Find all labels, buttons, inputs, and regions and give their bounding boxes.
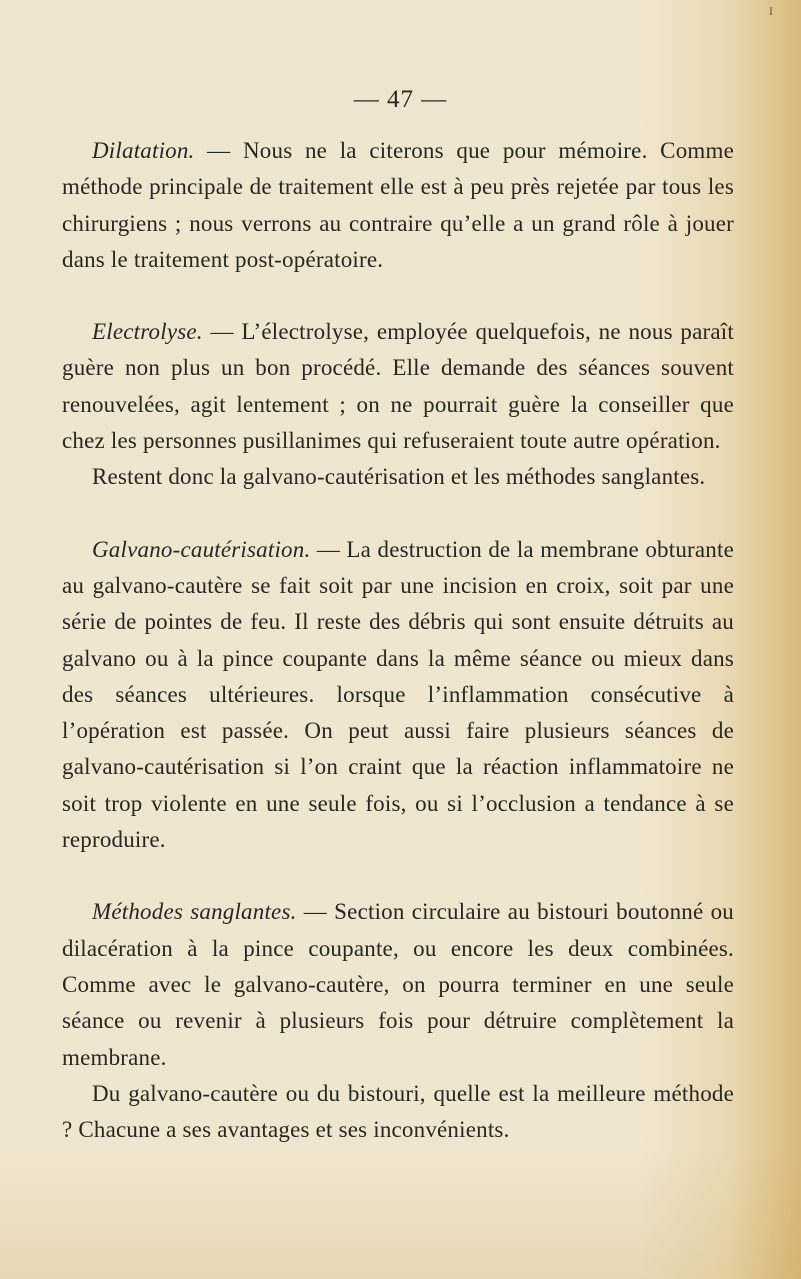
paragraph-restent: Restent donc la galvano-cautérisation et les méthodes sanglantes. (92, 464, 706, 490)
paragraph-electrolyse (62, 314, 734, 459)
paragraph-sanglantes (62, 894, 734, 1075)
text-dilatation: — Nous ne la citerons que pour mémoire. Comme méthode principale de traitement elle est à peu près rejetée par tous les chirurgiens ; nous verrons au contraire qu’elle a un grand rôle à jouer dans le traitement post-opératoire. (62, 138, 734, 272)
heading-sanglantes: Méthodes sanglantes. (92, 899, 297, 925)
text-galvano: — La destruction de la membrane obturante au galvano-cautère se fait soit par une incision en croix, soit par une série de pointes de feu. Il reste des débris qui sont ensuite détruits au galvano ou à la pince coupante dans la même séance ou mieux dans des séances ultérieures. lorsque l’inflammation consécutive à l’opération est passée. On peut aussi faire plusieurs séances de galvano-cautérisation si l’on craint que la réaction inflammatoire ne soit trop violente en une seule fois, ou si l’occlusion a tendance à se reproduire. (62, 536, 734, 853)
page-body (62, 133, 734, 1148)
text-electrolyse: — L’électrolyse, employée quelquefois, ne nous paraît guère non plus un bon procédé. Elle demande des séances souvent renouvelées, agit lentement ; on ne pourrait guère la conseiller que chez les personnes pusillanimes qui refuseraient toute autre opération. (62, 319, 734, 454)
corner-mark: I (769, 4, 773, 18)
paragraph-conclusion: Du galvano-cautère ou du bistouri, quelle est la meilleure méthode ? Chacune a ses avantages et ses inconvénients. (62, 1080, 734, 1143)
heading-electrolyse: Electrolyse. (92, 319, 203, 345)
heading-galvano: Galvano-cautérisation. (92, 536, 311, 562)
paragraph-dilatation (62, 133, 734, 278)
paragraph-galvano (62, 532, 734, 859)
text-sanglantes: — Section circulaire au bistouri boutonné ou dilacération à la pince coupante, ou encore les deux combinées. Comme avec le galvano-cautère, on pourra terminer en une seule séance ou revenir à plusieurs fois pour détruire complètement la membrane. (62, 899, 734, 1070)
heading-dilatation: Dilatation. (92, 138, 195, 163)
page-number: — 47 — (353, 86, 448, 113)
